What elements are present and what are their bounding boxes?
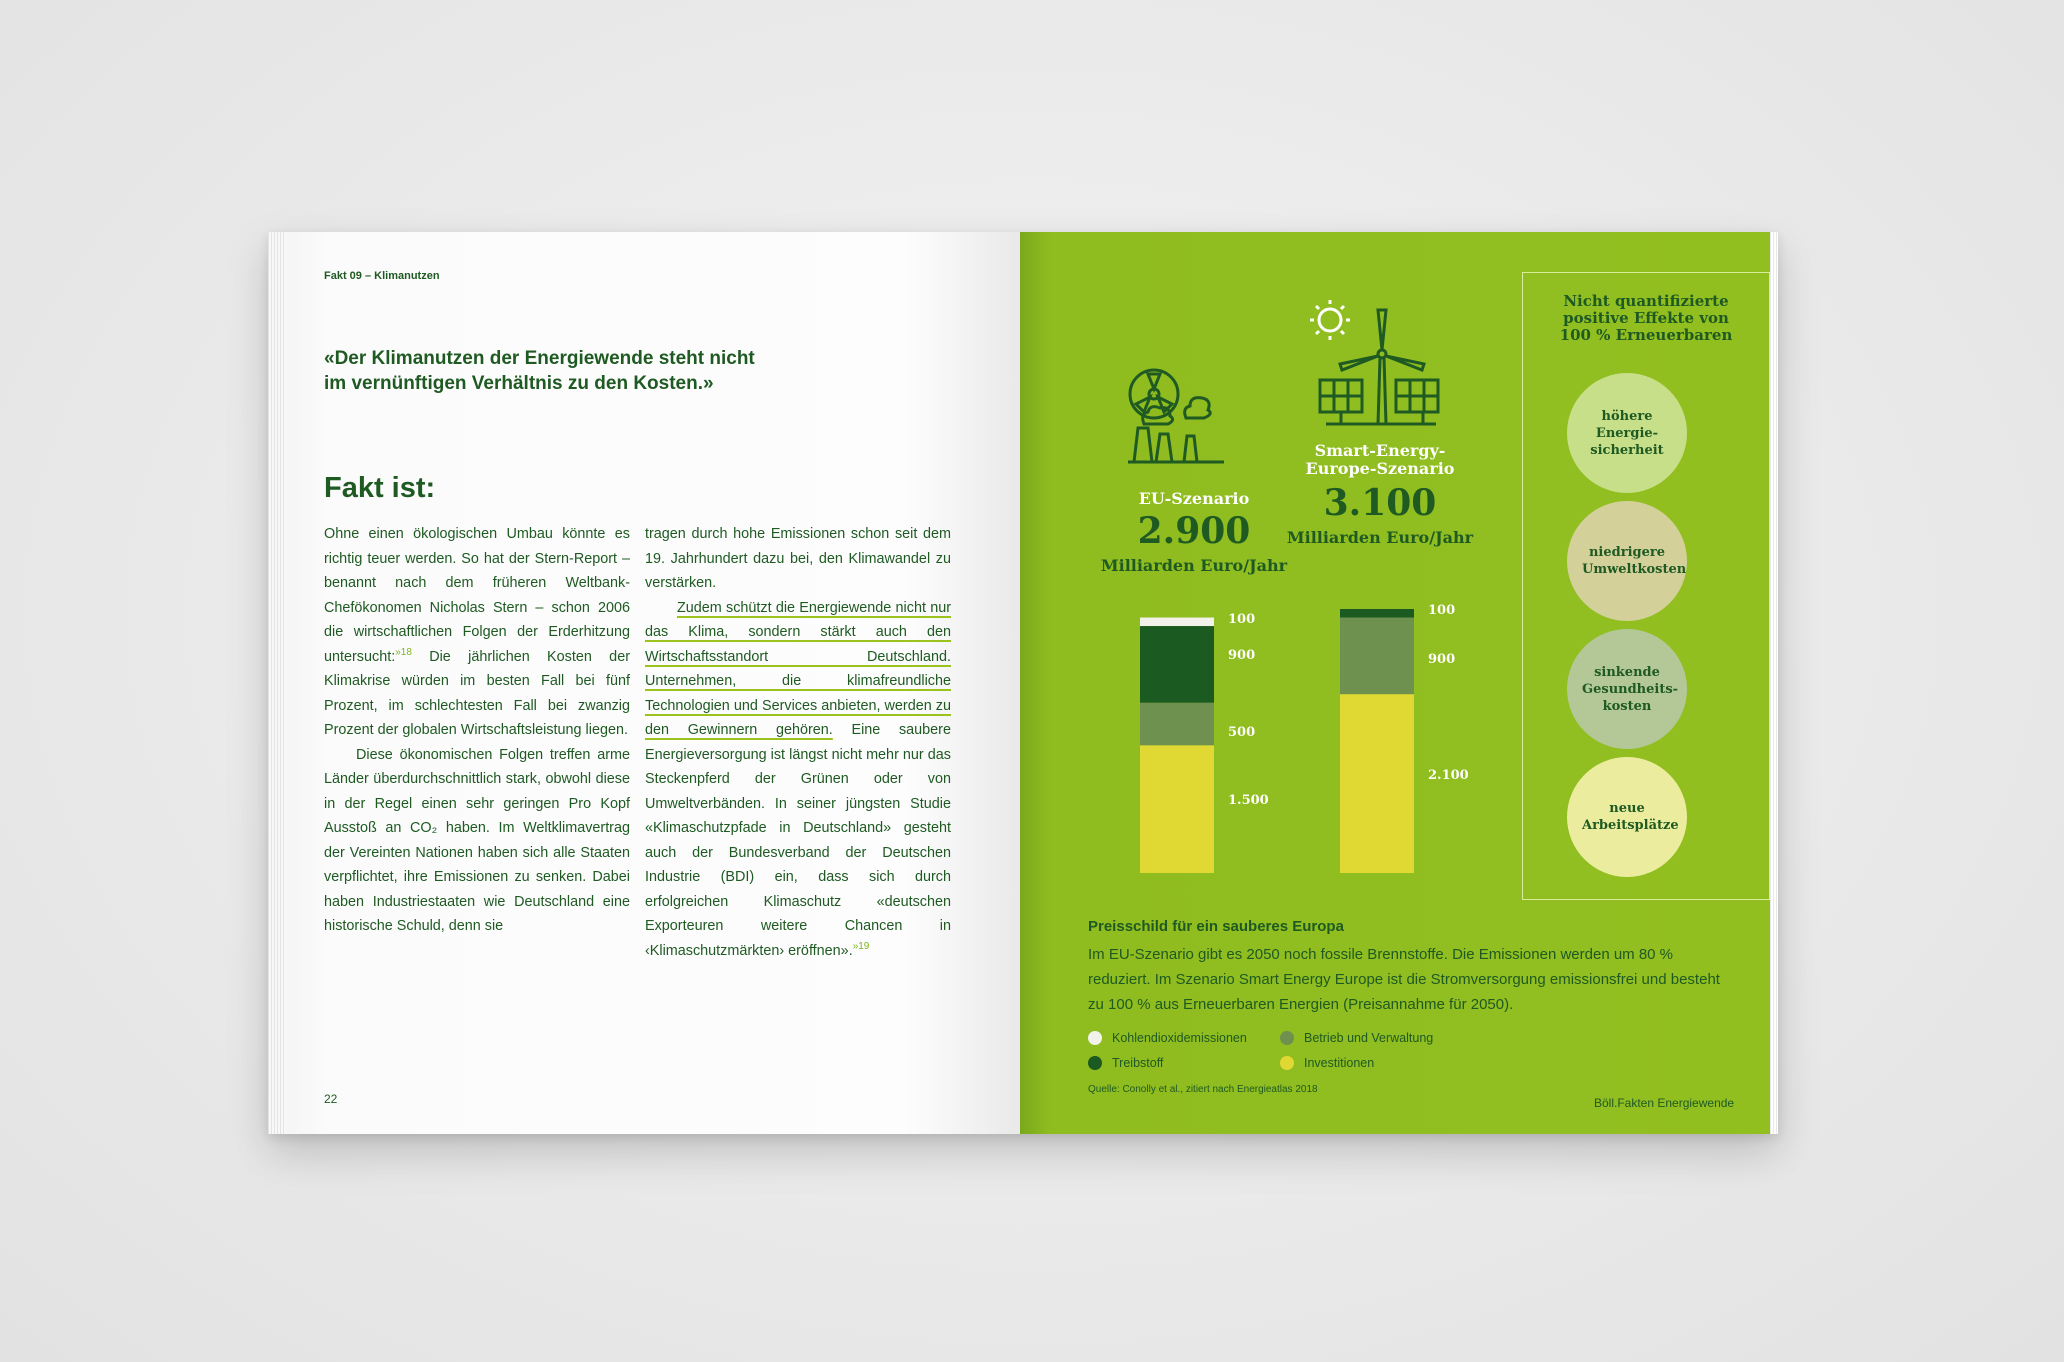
eu-scenario-name: EU-Szenario [1138, 489, 1250, 508]
legend-label: Kohlendioxidemissionen [1112, 1031, 1247, 1045]
legend-label: Investitionen [1304, 1056, 1375, 1070]
effect-label: sinkende Gesundheits-kosten [1582, 664, 1679, 714]
segment-value-label: 2.100 [1428, 767, 1469, 783]
segment-value-label: 1.500 [1228, 793, 1269, 809]
paragraph [324, 522, 630, 743]
bar-segment [1340, 609, 1414, 618]
bar-segment [1140, 745, 1214, 873]
bar-segment [1340, 694, 1414, 873]
legend-item [1280, 1031, 1433, 1045]
running-head: Fakt 09 – Klimanutzen [324, 270, 440, 282]
bar-segment [1140, 618, 1214, 627]
eu-scenario-total: 2.900 [1137, 510, 1251, 552]
eu-scenario-unit: Milliarden Euro/Jahr [1100, 556, 1288, 575]
section-heading: Fakt ist: [324, 472, 436, 504]
box-title-line-1: Nicht quantifizierte [1563, 292, 1729, 310]
bar-segment [1140, 626, 1214, 703]
power-plant-icon [1124, 364, 1228, 464]
segment-value-label: 900 [1228, 648, 1256, 664]
chart-caption-title: Preisschild für ein sauberes Europa [1088, 918, 1344, 935]
bar-segment [1340, 618, 1414, 695]
sse-name-line-2: Europe-Szenario [1305, 459, 1455, 478]
sse-name-line-1: Smart-Energy- [1314, 441, 1446, 460]
publisher-footer: Böll.Fakten Energiewende [1594, 1096, 1735, 1110]
paragraph-text: Ohne einen ökologischen Umbau könnte es richtig teuer werden. So hat der Stern-Report – benannt nach dem früheren Weltbank-Chefökonomen Nicholas Stern – schon 2006 die wirtschaftlichen Folgen der Erderhitzung untersucht: [324, 526, 630, 665]
effect-circle-new-jobs [1567, 757, 1687, 877]
paragraph-text: Die jährlichen Kosten der Klimakrise würden im besten Fall bei fünf Prozent, im schlechtesten Fall bei zwanzig Prozent der globalen Wirtschaftsleistung liegen. [324, 648, 630, 738]
paragraph: Diese ökonomischen Folgen treffen arme Länder überdurchschnittlich stark, obwohl diese in der Regel einen sehr geringen Pro Kopf Ausstoß an CO₂ haben. Im Weltklimavertrag der Vereinten Nationen haben sich alle Staaten verpflichtet, ihre Emissionen zu senken. Dabei haben Industriestaaten wie Deutschland eine historische Schuld, denn sie [324, 746, 630, 934]
sse-scenario-name [1270, 442, 1490, 478]
legend-swatch [1088, 1056, 1102, 1070]
quote-line-2: im vernünftigen Verhältnis zu den Kosten.» [324, 373, 714, 394]
legend-swatch [1280, 1031, 1294, 1045]
legend-swatch [1088, 1031, 1102, 1045]
page-number: 22 [324, 1092, 338, 1106]
legend-label: Betrieb und Verwaltung [1304, 1031, 1434, 1045]
sse-scenario-unit: Milliarden Euro/Jahr [1286, 528, 1474, 547]
effect-label: höhere Energie-sicherheit [1590, 408, 1664, 458]
segment-value-label: 100 [1428, 603, 1456, 618]
effect-circle-environment-costs [1567, 501, 1687, 621]
legend-swatch [1280, 1056, 1294, 1070]
legend-item [1280, 1056, 1374, 1070]
text-column-1 [324, 522, 630, 939]
box-title-line-3: 100 % Erneuerbaren [1559, 326, 1733, 344]
bar-segment [1140, 703, 1214, 746]
effects-box-title [1523, 293, 1769, 344]
effect-label: neue Arbeitsplätze [1582, 801, 1679, 833]
effect-circle-health-costs [1567, 629, 1687, 749]
page-edge [268, 232, 286, 1134]
legend-label: Treibstoff [1112, 1056, 1164, 1070]
effect-label: niedrigere Umweltkosten [1582, 545, 1687, 577]
pull-quote [324, 346, 794, 396]
sse-scenario-total: 3.100 [1323, 482, 1437, 524]
effect-circle-energy-security [1567, 373, 1687, 493]
left-page [268, 232, 1020, 1134]
stacked-bar-chart [1100, 570, 1440, 880]
chart-caption-text: Im EU-Szenario gibt es 2050 noch fossile Brennstoffe. Die Emissionen werden um 80 % reduziert. Im Szenario Smart Energy Europe ist die Stromversorgung emissionsfrei und besteht zu 100 % aus Erneuerbaren Energien (Preisannahme für 2050). [1088, 946, 1720, 1013]
paragraph: tragen durch hohe Emissionen schon seit dem 19. Jahrhundert dazu bei, den Klimawandel zu verstärken. [645, 526, 951, 591]
segment-value-label: 500 [1228, 724, 1256, 740]
footnote-ref: »18 [395, 646, 412, 658]
footnote-ref: »19 [852, 940, 870, 952]
positive-effects-box [1522, 272, 1770, 900]
page-edge [1770, 232, 1778, 1134]
highlighted-text: Zudem schützt die Energiewende nicht nur das Klima, sondern stärkt auch den Wirtschaftsstandort Deutschland. Unternehmen, die klimafreundliche Technologien und Services anbieten, werden zu den Gewinnern gehören. [645, 599, 951, 738]
box-title-line-2: positive Effekte von [1563, 309, 1729, 327]
wind-solar-icon [1306, 296, 1442, 430]
paragraph [645, 596, 951, 964]
legend-item [1088, 1031, 1247, 1045]
paragraph-text: Eine saubere Energieversorgung ist längst nicht mehr nur das Steckenpferd der Grünen oder von Umweltverbänden. In seiner jüngsten Studie «Klimaschutzpfade in Deutschland» gesteht auch der Bundesverband der Deutschen Industrie (BDI) ein, dass sich durch erfolgreichen Klimaschutz «deutschen Exporteuren weitere Chancen in ‹Klimaschutzmärkten› eröffnen». [645, 722, 951, 959]
source-note: Quelle: Conolly et al., zitiert nach Energieatlas 2018 [1088, 1084, 1318, 1095]
segment-value-label: 900 [1428, 651, 1456, 667]
text-column-2 [645, 522, 951, 963]
legend-item [1088, 1056, 1163, 1070]
segment-value-label: 100 [1228, 611, 1256, 627]
quote-line-1: «Der Klimanutzen der Energiewende steht nicht [324, 348, 755, 369]
